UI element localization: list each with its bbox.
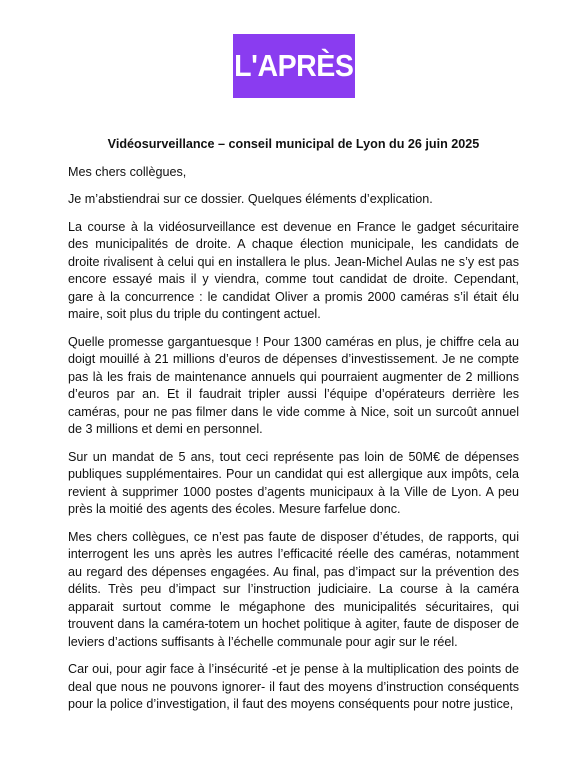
paragraph-studies: Mes chers collègues, ce n’est pas faute de disposer d’études, de rapports, qui interrogent les uns après les autres l’efficacité réelle des caméras, notamment au regard des dépenses engagées. Au final, pas d’impact sur la prévention des délits. Très peu d’impact sur l’instruction judiciaire. La course à la caméra apparait surtout comme le mégaphone des municipalités sécuritaires, qui trouvent dans la caméra-totem un hochet politique à agiter, faute de disposer de leviers d’actions suffisants à l’échelle communale pour agir sur le réel. [68,529,519,649]
document-title: Vidéosurveillance – conseil municipal de Lyon du 26 juin 2025 [107,137,480,151]
paragraph-mandate-cost: Sur un mandat de 5 ans, tout ceci représente pas loin de 50M€ de dépenses publiques supplémentaires. Pour un candidat qui est allergique aux impôts, cela revient à supprimer 1000 postes d’agents municipaux à la Ville de Lyon. A peu près la moitié des agents des écoles. Mesure farfelue donc. [68,449,519,516]
paragraph-insecurity: Car oui, pour agir face à l’insécurité -et je pense à la multiplication des points de deal que nous ne pouvons ignorer- il faut des moyens d’instruction conséquents pour la police d’investigation, il faut des moyens conséquents pour notre justice, [68,662,519,711]
paragraph-promise-cost: Quelle promesse gargantuesque ! Pour 1300 caméras en plus, je chiffre cela au doigt mouillé à 21 millions d’euros de dépenses d’investissement. Je ne compte pas là les frais de maintenance annuels qui pourraient augmenter de 2 millions d’euros par an. Et il faudrait tripler aussi l’équipe d’opérateurs derrière les caméras, pour ne pas filmer dans le vide comme à Nice, soit un surcoût annuel de 3 millions et demi en personnel. [68,334,519,436]
paragraph-abstention: Je m’abstiendrai sur ce dossier. Quelques éléments d’explication. [68,192,433,206]
paragraph-salutation: Mes chers collègues, [68,164,187,179]
paragraph-race: La course à la vidéosurveillance est devenue en France le gadget sécuritaire des municipalités de droite. A chaque élection municipale, les candidats de droite rivalisent à celui qui en installera le plus. Jean-Michel Aulas ne s’y est pas encore essayé mais il y viendra, comme tout candidat de droite. Cependant, gare à la concurrence : le candidat Oliver a promis 2000 caméras s’il était élu maire, soit plus du triple du contingent actuel. [68,219,519,321]
document-body [68,136,519,714]
logo-text: L'APRÈS [234,48,354,83]
party-logo [233,34,355,98]
